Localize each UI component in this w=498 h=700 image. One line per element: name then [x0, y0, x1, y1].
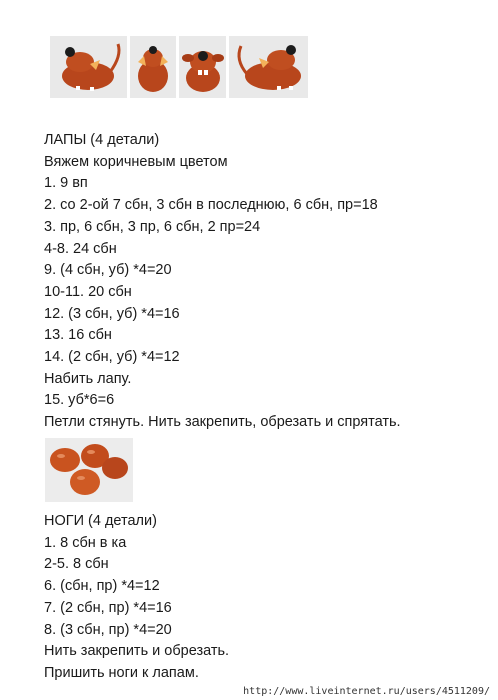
- instruction-line: 2-5. 8 сбн: [44, 556, 109, 573]
- instruction-line: Набить лапу.: [44, 370, 132, 387]
- instruction-line: 9. (4 сбн, уб) *4=20: [44, 262, 172, 279]
- instruction-line: Вяжем коричневым цветом: [44, 153, 228, 170]
- instruction-line: Нить закрепить и обрезать.: [44, 643, 230, 660]
- toy-photo-back: [130, 36, 175, 98]
- instruction-line: 2. со 2-ой 7 сбн, 3 сбн в последнюю, 6 сбн, пр=18: [44, 197, 378, 214]
- instruction-line: 14. (2 сбн, уб) *4=12: [44, 349, 180, 366]
- instruction-line: Пришить ноги к лапам.: [44, 664, 199, 681]
- instruction-line: 13. 16 сбн: [44, 327, 112, 344]
- instruction-line: 1. 8 сбн в ка: [44, 534, 127, 551]
- toy-photo-side-left: [50, 36, 127, 98]
- paws-instructions: [44, 130, 401, 434]
- toy-photo-strip: [50, 36, 308, 98]
- instruction-line: 15. уб*6=6: [44, 392, 115, 409]
- toy-photo-front: [179, 36, 226, 98]
- paws-title: ЛАПЫ (4 детали): [44, 132, 160, 148]
- legs-title: НОГИ (4 детали): [44, 513, 157, 529]
- instruction-line: 8. (3 сбн, пр) *4=20: [44, 621, 172, 638]
- source-watermark: http://www.liveinternet.ru/users/4511209/: [243, 686, 490, 697]
- instruction-line: 7. (2 сбн, пр) *4=16: [44, 599, 172, 616]
- instruction-line: 6. (сбн, пр) *4=12: [44, 578, 160, 595]
- instruction-line: 4-8. 24 сбн: [44, 240, 117, 257]
- legs-instructions: [44, 511, 229, 685]
- instruction-line: Петли стянуть. Нить закрепить, обрезать и спрятать.: [44, 414, 401, 431]
- feet-photo: [45, 438, 133, 502]
- toy-photo-side-right: [229, 36, 308, 98]
- instruction-line: 12. (3 сбн, уб) *4=16: [44, 305, 180, 322]
- instruction-line: 10-11. 20 сбн: [44, 283, 132, 300]
- instruction-line: 1. 9 вп: [44, 175, 88, 192]
- instruction-line: 3. пр, 6 сбн, 3 пр, 6 сбн, 2 пр=24: [44, 218, 261, 235]
